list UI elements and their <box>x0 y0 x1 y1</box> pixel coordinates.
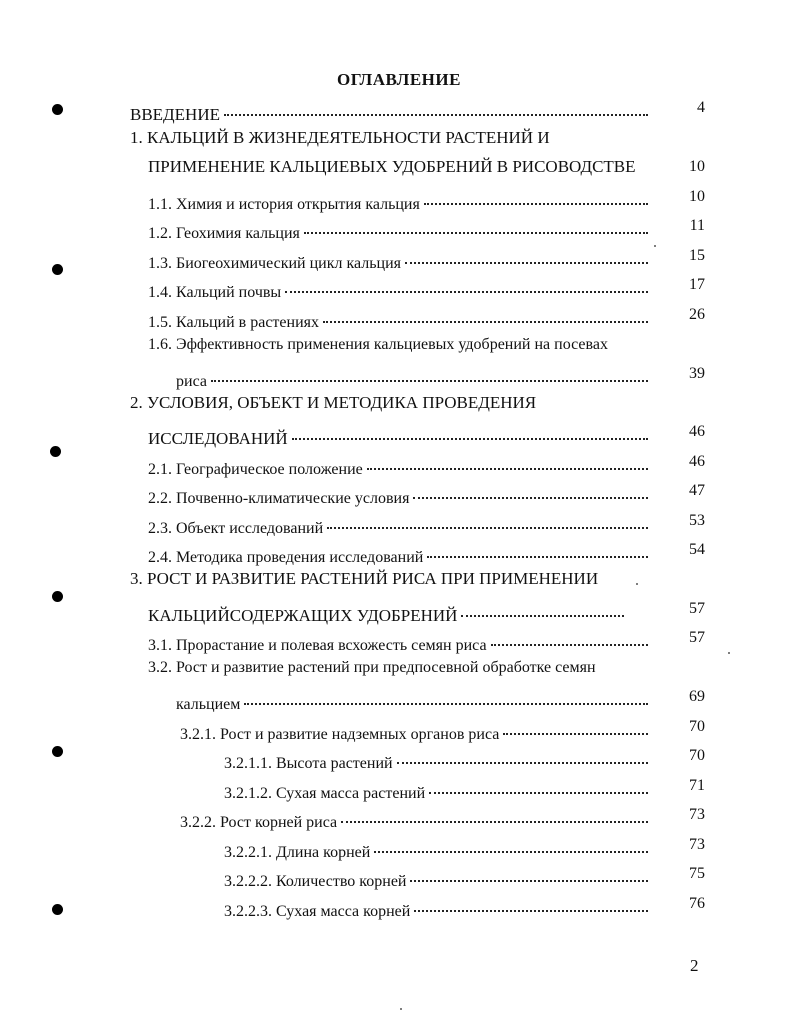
scan-speck <box>728 652 730 654</box>
toc-entry[interactable] <box>224 864 652 892</box>
toc-entry[interactable] <box>148 658 596 678</box>
leader-dots <box>429 772 648 794</box>
toc-entry[interactable] <box>224 835 652 863</box>
toc-entry[interactable] <box>148 275 652 303</box>
toc-entry-label: 3. РОСТ И РАЗВИТИЕ РАСТЕНИЙ РИСА ПРИ ПРИМЕНЕНИИ <box>130 569 599 588</box>
toc-entry-page: 54 <box>689 541 705 558</box>
toc-entry-label: 3.2.2.2. Количество корней <box>224 873 407 890</box>
toc-entry-page: 70 <box>689 718 705 735</box>
toc-entry-page: 73 <box>689 836 705 853</box>
toc-entry-label: ИССЛЕДОВАНИЙ <box>148 429 288 448</box>
binder-hole-icon <box>52 264 63 275</box>
toc-entry-label: 3.2.1.1. Высота растений <box>224 755 393 772</box>
toc-entry-page: 15 <box>689 247 705 264</box>
toc-entry-page: 4 <box>697 99 705 116</box>
binder-hole-icon <box>50 446 61 457</box>
toc-entry[interactable] <box>148 216 652 244</box>
toc-entry-label: 3.2.2. Рост корней риса <box>180 814 338 831</box>
toc-entry-label: ПРИМЕНЕНИЕ КАЛЬЦИЕВЫХ УДОБРЕНИЙ В РИСОВОДСТВЕ <box>148 157 636 176</box>
toc-entry[interactable] <box>148 305 652 333</box>
toc-entry-label: 3.2.1.2. Сухая масса растений <box>224 785 426 802</box>
leader-dots <box>304 212 648 234</box>
toc-entry-page: 57 <box>689 600 705 617</box>
leader-dots <box>503 713 648 735</box>
leader-dots <box>410 860 648 882</box>
binder-hole-icon <box>52 904 63 915</box>
toc-entry[interactable] <box>148 452 652 480</box>
toc-entry[interactable] <box>148 157 636 177</box>
toc-entry-page: 73 <box>689 806 705 823</box>
toc-entry[interactable] <box>148 540 652 568</box>
toc-entry-label: 1.4. Кальций почвы <box>148 284 282 301</box>
toc-entry-label: 2.3. Объект исследований <box>148 520 324 537</box>
toc-entry[interactable] <box>148 187 652 215</box>
toc-entry-label: риса <box>176 373 207 390</box>
toc-entry-label: 1.6. Эффективность применения кальциевых удобрений на посевах <box>148 336 608 353</box>
toc-entry-page: 10 <box>689 158 705 175</box>
toc-entry-page: 53 <box>689 512 705 529</box>
leader-dots <box>323 301 648 323</box>
toc-entry-page: 47 <box>689 482 705 499</box>
leader-dots <box>427 536 648 558</box>
scan-speck <box>400 1008 402 1010</box>
toc-entry-page: 39 <box>689 365 705 382</box>
leader-dots <box>405 242 648 264</box>
toc-entry-page: 71 <box>689 777 705 794</box>
toc-entry-label: 1. КАЛЬЦИЙ В ЖИЗНЕДЕЯТЕЛЬНОСТИ РАСТЕНИЙ И <box>130 128 550 147</box>
binder-hole-icon <box>52 746 63 757</box>
toc-entry-label: 2.2. Почвенно-климатические условия <box>148 490 410 507</box>
page-number: 2 <box>690 956 699 975</box>
leader-dots <box>244 683 648 705</box>
toc-entry-label: 1.2. Геохимия кальция <box>148 225 300 242</box>
toc-entry[interactable] <box>130 393 536 413</box>
toc-entry-label: 3.2. Рост и развитие растений при предпосевной обработке семян <box>148 659 596 676</box>
leader-dots <box>461 595 624 617</box>
toc-entry-page: 76 <box>689 895 705 912</box>
toc-entry[interactable] <box>148 599 628 626</box>
toc-entry-label: 3.2.1. Рост и развитие надземных органов риса <box>180 726 500 743</box>
toc-entry[interactable] <box>176 364 652 392</box>
leader-dots <box>224 94 648 116</box>
toc-entry[interactable] <box>180 805 652 833</box>
leader-dots <box>414 890 648 912</box>
toc-entry-label: 1.5. Кальций в растениях <box>148 314 320 331</box>
toc-entry-label: 2. УСЛОВИЯ, ОБЪЕКТ И МЕТОДИКА ПРОВЕДЕНИЯ <box>130 393 537 412</box>
toc-entry[interactable] <box>130 128 550 148</box>
scan-speck <box>636 583 638 585</box>
toc-entry-label: 2.4. Методика проведения исследований <box>148 549 424 566</box>
binder-hole-icon <box>52 104 63 115</box>
toc-entry[interactable] <box>224 894 652 922</box>
leader-dots <box>374 831 648 853</box>
toc-entry[interactable] <box>180 717 652 745</box>
toc-entry-label: КАЛЬЦИЙСОДЕРЖАЩИХ УДОБРЕНИЙ <box>148 606 458 625</box>
toc-entry-label: 2.1. Географическое положение <box>148 461 363 478</box>
toc-entry-label: ВВЕДЕНИЕ <box>130 105 220 124</box>
toc-entry-page: 46 <box>689 423 705 440</box>
toc-entry[interactable] <box>176 687 652 715</box>
leader-dots <box>285 271 648 293</box>
toc-entry-label: 1.3. Биогеохимический цикл кальция <box>148 255 402 272</box>
toc-entry-label: 3.1. Прорастание и полевая всхожесть семян риса <box>148 637 487 654</box>
toc-entry[interactable] <box>148 335 608 355</box>
leader-dots <box>424 183 648 205</box>
page-title: ОГЛАВЛЕНИЕ <box>337 70 461 89</box>
toc-entry-page: 57 <box>689 629 705 646</box>
leader-dots <box>491 624 648 646</box>
toc-entry-page: 69 <box>689 688 705 705</box>
leader-dots <box>397 742 648 764</box>
toc-entry-page: 70 <box>689 747 705 764</box>
binder-hole-icon <box>52 591 63 602</box>
toc-entry[interactable] <box>148 246 652 274</box>
toc-entry-label: 3.2.2.3. Сухая масса корней <box>224 903 411 920</box>
toc-entry-label: 3.2.2.1. Длина корней <box>224 844 371 861</box>
toc-entry-page: 75 <box>689 865 705 882</box>
leader-dots <box>367 448 648 470</box>
toc-entry-page: 17 <box>689 276 705 293</box>
toc-entry[interactable] <box>148 481 652 509</box>
leader-dots <box>211 360 648 382</box>
leader-dots <box>413 477 648 499</box>
toc-entry[interactable] <box>130 98 652 125</box>
toc-entry[interactable] <box>148 511 652 539</box>
toc-entry-label: 1.1. Химия и история открытия кальция <box>148 196 420 213</box>
toc-entry-page: 11 <box>689 217 705 234</box>
toc-entry-page: 46 <box>689 453 705 470</box>
scan-speck <box>654 245 656 247</box>
toc-entry-page: 26 <box>689 306 705 323</box>
leader-dots <box>292 418 648 440</box>
toc-entry[interactable] <box>224 746 652 774</box>
toc-entry-label: кальцием <box>176 696 241 713</box>
toc-entry[interactable] <box>148 422 652 449</box>
leader-dots <box>341 801 648 823</box>
toc-entry[interactable] <box>224 776 652 804</box>
toc-entry[interactable] <box>148 628 652 656</box>
leader-dots <box>327 507 648 529</box>
toc-entry-page: 10 <box>689 188 705 205</box>
toc-entry[interactable] <box>130 569 598 589</box>
